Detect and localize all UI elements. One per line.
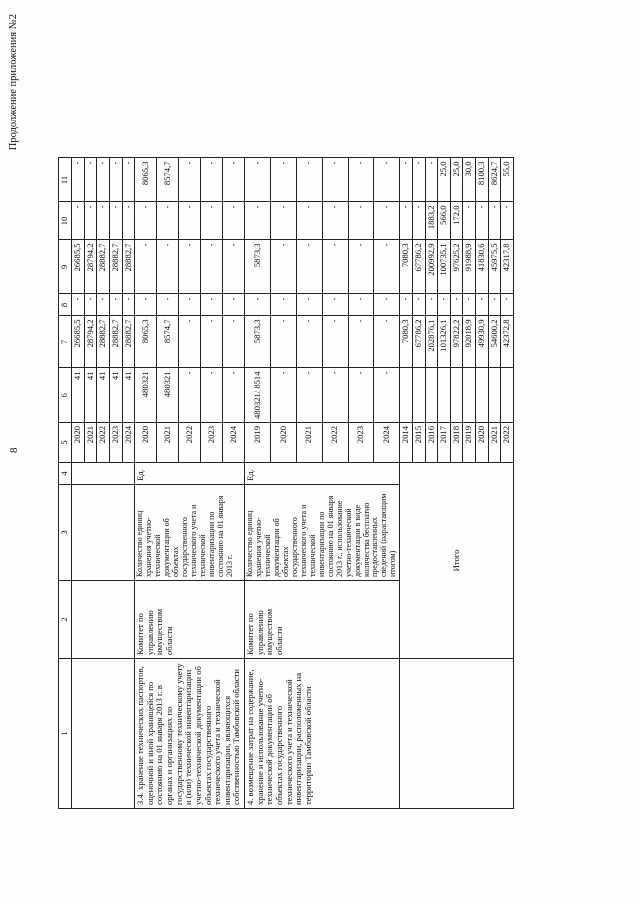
amount-cell: - <box>270 202 296 240</box>
indicator-value-cell: 41 <box>97 368 110 423</box>
amount-cell: 28882,7 <box>122 240 135 294</box>
amount-cell: - <box>223 158 245 202</box>
amount-cell: - <box>438 294 451 316</box>
year-cell: 2022 <box>179 423 201 463</box>
amount-cell: 202876,1 <box>425 316 438 368</box>
year-cell: 2024 <box>122 423 135 463</box>
amount-cell: 45975,5 <box>488 240 501 294</box>
amount-cell: - <box>400 202 413 240</box>
column-number: 11 <box>59 158 72 202</box>
amount-cell: - <box>135 294 157 316</box>
item-description-cell: 4. возмещение затрат на содержание, хранение и использование учетно-технической документации об объектах государственного технического учета и технической инвентаризации, расположенных на территории Тамбовской области <box>245 659 400 809</box>
continuation-note: Продолжение приложения №2 <box>8 14 19 151</box>
amount-cell: - <box>374 158 400 202</box>
item-description-cell <box>72 659 135 809</box>
amount-cell: - <box>245 158 271 202</box>
indicator-value-cell <box>400 368 413 423</box>
amount-cell: - <box>223 240 245 294</box>
year-cell: 2014 <box>400 423 413 463</box>
amount-cell: - <box>296 294 322 316</box>
indicator-value-cell: - <box>201 368 223 423</box>
indicator-value-cell: - <box>374 368 400 423</box>
amount-cell: - <box>201 202 223 240</box>
indicator-value-cell: - <box>223 368 245 423</box>
amount-cell: - <box>109 202 122 240</box>
amount-cell: 97822,2 <box>450 316 463 368</box>
amount-cell: 55,0 <box>501 158 514 202</box>
amount-cell: 91988,9 <box>463 240 476 294</box>
amount-cell: - <box>296 158 322 202</box>
amount-cell: - <box>223 294 245 316</box>
amount-cell: - <box>374 294 400 316</box>
amount-cell: - <box>201 240 223 294</box>
amount-cell: 101326,1 <box>438 316 451 368</box>
amount-cell: 28882,7 <box>109 240 122 294</box>
amount-cell: - <box>84 158 97 202</box>
indicator-value-cell: - <box>296 368 322 423</box>
amount-cell: 5873,3 <box>245 240 271 294</box>
amount-cell: - <box>157 294 179 316</box>
amount-cell: - <box>374 316 400 368</box>
year-cell: 2023 <box>201 423 223 463</box>
indicator-value-cell <box>450 368 463 423</box>
year-cell: 2020 <box>270 423 296 463</box>
amount-cell: 54600,2 <box>488 316 501 368</box>
amount-cell: 92018,9 <box>463 316 476 368</box>
year-cell: 2021 <box>488 423 501 463</box>
amount-cell: 172,0 <box>450 202 463 240</box>
amount-cell: 8574,7 <box>157 158 179 202</box>
page-number: 8 <box>8 447 20 453</box>
amount-cell: 5873,3 <box>245 316 271 368</box>
amount-cell: - <box>84 294 97 316</box>
amount-cell: - <box>348 202 374 240</box>
amount-cell: - <box>501 202 514 240</box>
amount-cell: 28882,7 <box>122 316 135 368</box>
amount-cell: - <box>400 158 413 202</box>
year-cell: 2017 <box>438 423 451 463</box>
amount-cell: 28882,7 <box>97 240 110 294</box>
indicator-value-cell <box>476 368 489 423</box>
executor-cell: Комитет по управлению имуществом области <box>245 581 400 659</box>
amount-cell: 26685,5 <box>72 316 85 368</box>
column-number: 7 <box>59 316 72 368</box>
amount-cell: - <box>501 294 514 316</box>
amount-cell: 42317,8 <box>501 240 514 294</box>
indicator-value-cell: 41 <box>109 368 122 423</box>
column-number: 9 <box>59 240 72 294</box>
indicator-cell: Количество единиц хранения учетно-технической документации об объектах государственного технического учета и технической инвентаризации по состоянию на 01 января 2013 г. <box>135 485 245 581</box>
indicator-value-cell: 41 <box>122 368 135 423</box>
amount-cell: - <box>322 158 348 202</box>
amount-cell: - <box>84 202 97 240</box>
amount-cell: - <box>400 294 413 316</box>
year-cell: 2022 <box>322 423 348 463</box>
indicator-value-cell: - <box>179 368 201 423</box>
amount-cell: - <box>348 316 374 368</box>
year-cell: 2024 <box>223 423 245 463</box>
column-number: 1 <box>59 659 72 809</box>
amount-cell: - <box>72 294 85 316</box>
indicator-value-cell <box>412 368 425 423</box>
indicator-value-cell: - <box>348 368 374 423</box>
amount-cell: - <box>348 158 374 202</box>
amount-cell: - <box>374 240 400 294</box>
year-cell: 2022 <box>501 423 514 463</box>
indicator-value-cell <box>438 368 451 423</box>
amount-cell: 25,0 <box>450 158 463 202</box>
total-row <box>400 158 413 809</box>
amount-cell: 28794,2 <box>84 240 97 294</box>
amount-cell: - <box>179 240 201 294</box>
year-cell: 2021 <box>84 423 97 463</box>
column-number: 4 <box>59 463 72 485</box>
executor-cell <box>72 581 135 659</box>
indicator-value-cell: 41 <box>84 368 97 423</box>
column-number: 6 <box>59 368 72 423</box>
year-cell: 2018 <box>450 423 463 463</box>
amount-cell: 1883,2 <box>425 202 438 240</box>
year-cell: 2020 <box>135 423 157 463</box>
year-cell: 2019 <box>245 423 271 463</box>
amount-cell: - <box>223 316 245 368</box>
total-label-cell: Итого <box>400 463 514 659</box>
amount-cell: - <box>179 316 201 368</box>
column-number: 10 <box>59 202 72 240</box>
indicator-value-cell: 480321 <box>135 368 157 423</box>
column-number: 3 <box>59 485 72 581</box>
amount-cell: - <box>97 294 110 316</box>
amount-cell: - <box>270 316 296 368</box>
amount-cell: - <box>322 316 348 368</box>
amount-cell: - <box>72 158 85 202</box>
amount-cell: 8624,7 <box>488 158 501 202</box>
column-number: 2 <box>59 581 72 659</box>
indicator-cell <box>72 485 135 581</box>
amount-cell: - <box>109 158 122 202</box>
year-cell: 2020 <box>476 423 489 463</box>
amount-cell: - <box>201 316 223 368</box>
amount-cell: - <box>374 202 400 240</box>
amount-cell: 566,0 <box>438 202 451 240</box>
amount-cell: 8065,3 <box>135 316 157 368</box>
amount-cell: - <box>201 158 223 202</box>
indicator-value-cell: - <box>322 368 348 423</box>
year-cell: 2016 <box>425 423 438 463</box>
amount-cell: - <box>348 294 374 316</box>
amount-cell: - <box>97 158 110 202</box>
indicator-cell: Количество единиц хранения учетно-технической документации об объектах государственного технического учета и технической инвентаризации по состоянию на 01 января 2013 г., использование учетно-технической документации в виде количества бесплатно предоставленных сведений (нарастающим итогом) <box>245 485 400 581</box>
amount-cell: - <box>296 240 322 294</box>
amount-cell: - <box>322 240 348 294</box>
year-cell: 2023 <box>109 423 122 463</box>
amount-cell: - <box>322 294 348 316</box>
total-blank-cell <box>400 659 514 809</box>
amount-cell: - <box>322 202 348 240</box>
amount-cell: 8065,3 <box>135 158 157 202</box>
amount-cell: - <box>97 202 110 240</box>
amount-cell: - <box>425 158 438 202</box>
table-row <box>245 158 271 809</box>
amount-cell: 49930,9 <box>476 316 489 368</box>
year-cell: 2023 <box>348 423 374 463</box>
indicator-value-cell <box>488 368 501 423</box>
amount-cell: - <box>476 202 489 240</box>
indicator-value-cell: 480321/ 8514 <box>245 368 271 423</box>
amount-cell: - <box>425 294 438 316</box>
year-cell: 2021 <box>157 423 179 463</box>
amount-cell: 97625,2 <box>450 240 463 294</box>
unit-cell <box>72 463 135 485</box>
indicator-value-cell: 480321 <box>157 368 179 423</box>
amount-cell: - <box>463 202 476 240</box>
amount-cell: - <box>348 240 374 294</box>
amount-cell: - <box>122 294 135 316</box>
amount-cell: - <box>245 294 271 316</box>
amount-cell: 25,0 <box>438 158 451 202</box>
amount-cell: 67786,2 <box>412 316 425 368</box>
amount-cell: - <box>157 202 179 240</box>
amount-cell: - <box>122 158 135 202</box>
amount-cell: - <box>157 240 179 294</box>
amount-cell: - <box>488 294 501 316</box>
amount-cell: - <box>412 294 425 316</box>
amount-cell: 26685,5 <box>72 240 85 294</box>
year-cell: 2022 <box>97 423 110 463</box>
amount-cell: - <box>296 202 322 240</box>
amount-cell: 200992,9 <box>425 240 438 294</box>
amount-cell: 7080,3 <box>400 240 413 294</box>
amount-cell: 7080,3 <box>400 316 413 368</box>
amount-cell: 41830,6 <box>476 240 489 294</box>
amount-cell: - <box>179 294 201 316</box>
amount-cell: 28794,2 <box>84 316 97 368</box>
amount-cell: 28882,7 <box>97 316 110 368</box>
amount-cell: - <box>135 202 157 240</box>
amount-cell: - <box>488 202 501 240</box>
indicator-value-cell <box>463 368 476 423</box>
unit-cell: Ед. <box>135 463 245 485</box>
amount-cell: - <box>450 294 463 316</box>
amount-cell: - <box>179 202 201 240</box>
amount-cell: 42372,8 <box>501 316 514 368</box>
year-cell: 2021 <box>296 423 322 463</box>
year-cell: 2015 <box>412 423 425 463</box>
indicator-value-cell: - <box>270 368 296 423</box>
column-number-row <box>59 158 72 809</box>
amount-cell: - <box>72 202 85 240</box>
table-row <box>72 158 85 809</box>
amount-cell: - <box>245 202 271 240</box>
amount-cell: 30,0 <box>463 158 476 202</box>
amount-cell: - <box>296 316 322 368</box>
indicator-value-cell <box>501 368 514 423</box>
indicator-value-cell <box>425 368 438 423</box>
executor-cell: Комитет по управлению имуществом области <box>135 581 245 659</box>
amount-cell: - <box>412 202 425 240</box>
amount-cell: 28882,7 <box>109 316 122 368</box>
amount-cell: - <box>463 294 476 316</box>
amount-cell: - <box>270 158 296 202</box>
amount-cell: - <box>270 294 296 316</box>
program-table <box>58 157 514 809</box>
year-cell: 2019 <box>463 423 476 463</box>
amount-cell: - <box>223 202 245 240</box>
indicator-value-cell: 41 <box>72 368 85 423</box>
column-number: 8 <box>59 294 72 316</box>
amount-cell: 100735,1 <box>438 240 451 294</box>
year-cell: 2020 <box>72 423 85 463</box>
amount-cell: - <box>476 294 489 316</box>
amount-cell: - <box>270 240 296 294</box>
amount-cell: 8100,3 <box>476 158 489 202</box>
amount-cell: - <box>412 158 425 202</box>
amount-cell: - <box>109 294 122 316</box>
unit-cell: Ед. <box>245 463 400 485</box>
amount-cell: - <box>135 240 157 294</box>
amount-cell: 8574,7 <box>157 316 179 368</box>
amount-cell: - <box>122 202 135 240</box>
item-description-cell: 3.4. хранение технических паспортов, оценочной и иной хранящейся по состоянию на 01 января 2013 г. в органах и организациях по государственному техническому учету и (или) технической инвентаризации учетно-технической документации об объектах государственного технического учета и технической инвентаризации, являющихся собственностью Тамбовской области <box>135 659 245 809</box>
table-row <box>135 158 157 809</box>
column-number: 5 <box>59 423 72 463</box>
amount-cell: - <box>179 158 201 202</box>
amount-cell: 67786,2 <box>412 240 425 294</box>
amount-cell: - <box>201 294 223 316</box>
year-cell: 2024 <box>374 423 400 463</box>
